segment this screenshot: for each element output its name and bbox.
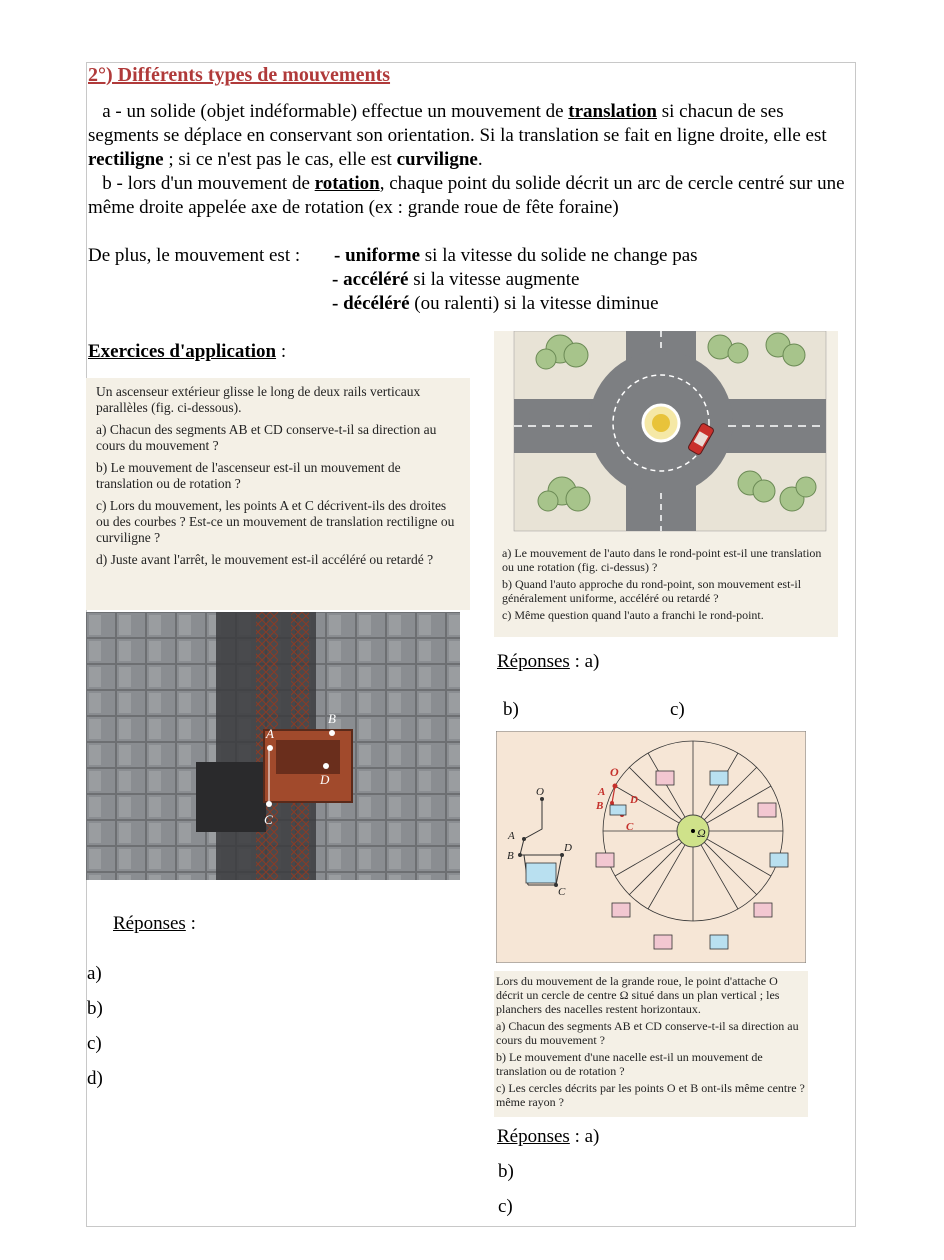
para-a-text-4: . — [477, 149, 483, 170]
elevator-answer-a: a) — [87, 963, 102, 984]
paragraph-rotation — [88, 172, 856, 220]
plus-text: si la vitesse augmente — [408, 269, 580, 290]
elevator-answer-c: c) — [87, 1033, 102, 1054]
roundabout-answers-heading — [497, 650, 599, 674]
exercises-heading-text: Exercices d'application — [88, 341, 277, 362]
keyword-decelere: décéléré — [343, 293, 410, 314]
answers-label: Réponses — [113, 913, 186, 934]
para-b-text-2: , chaque point du solide décrit un arc de cercle centré sur une même droite appelée axe de rotation (ex : grande roue de fête foraine) — [88, 173, 845, 218]
roundabout-question-a: a) Le mouvement de l'auto dans le rond-point est-il une translation ou une rotation (fig. ci-dessus) ? — [502, 546, 822, 574]
roundabout-question-b: b) Quand l'auto approche du rond-point, son mouvement est-il généralement uniforme, accéléré ou retardé ? — [502, 577, 802, 605]
plus-item-accelere — [332, 268, 579, 292]
wheel-label-o: O — [610, 765, 619, 779]
plus-text: (ou ralenti) si la vitesse diminue — [409, 293, 659, 314]
detail-label-c: C — [558, 886, 566, 898]
elevator-question-c: c) Lors du mouvement, les points A et C décrivent-ils des droites ou des courbes ? Est-ce un mouvement de translation rectiligne ou curviligne ? — [96, 498, 455, 545]
para-b-lead: b - — [102, 173, 123, 194]
keyword-curviligne: curviligne — [396, 149, 478, 170]
dash: - — [334, 245, 346, 266]
keyword-rectiligne: rectiligne — [88, 149, 164, 170]
roundabout-figure — [494, 331, 838, 541]
plus-intro: De plus, le mouvement est : — [88, 245, 301, 266]
ferris-wheel-figure — [496, 731, 806, 963]
plus-text: si la vitesse du solide ne change pas — [420, 245, 698, 266]
photo-label-a: A — [266, 726, 274, 741]
wheel-label-c: C — [626, 821, 634, 833]
paragraph-translation — [88, 100, 856, 172]
wheel-label-d: D — [630, 794, 638, 806]
detail-label-b: B — [507, 850, 514, 862]
elevator-photo — [86, 612, 460, 880]
roundabout-exercise-text — [494, 541, 838, 637]
photo-label-c: C — [264, 812, 273, 827]
para-a-lead: a - — [102, 101, 122, 122]
wheel-question-b: b) Le mouvement d'une nacelle est-il un mouvement de translation ou de rotation ? — [496, 1050, 763, 1078]
elevator-answer-b: b) — [87, 998, 103, 1019]
para-a-text-3: ; si ce n'est pas le cas, elle est — [163, 149, 397, 170]
dash: - — [332, 269, 344, 290]
photo-label-b: B — [328, 711, 336, 726]
keyword-accelere: accéléré — [343, 269, 409, 290]
keyword-rotation: rotation — [314, 173, 380, 194]
para-b-text-1: lors d'un mouvement de — [122, 173, 315, 194]
wheel-question-c: c) Les cercles décrits par les points O et B ont-ils même centre ? même rayon ? — [496, 1081, 805, 1109]
plus-item-decelere — [332, 292, 659, 316]
keyword-uniforme: uniforme — [345, 245, 421, 266]
wheel-answer-b: b) — [498, 1161, 514, 1182]
answers-colon: : — [185, 913, 196, 934]
answers-a: : a) — [569, 1126, 600, 1147]
wheel-label-b: B — [596, 800, 604, 812]
answers-label: Réponses — [497, 651, 570, 672]
photo-label-d: D — [320, 772, 330, 787]
elevator-intro: Un ascenseur extérieur glisse le long de deux rails verticaux parallèles (fig. ci-dessous). — [96, 384, 421, 415]
answers-a: : a) — [569, 651, 600, 672]
wheel-label-omega: Ω — [697, 826, 706, 840]
elevator-answer-d: d) — [87, 1068, 103, 1089]
wheel-question-a: a) Chacun des segments AB et CD conserve-t-il sa direction au cours du mouvement ? — [496, 1019, 799, 1047]
detail-label-a: A — [508, 830, 515, 842]
detail-label-d: D — [564, 842, 572, 854]
para-a-text-2: si chacun de ses segments se déplace en conservant son orientation. Si la translation se fait en ligne droite, elle est — [88, 101, 827, 146]
para-a-text-1: un solide (objet indéformable) effectue un mouvement de — [121, 101, 569, 122]
roundabout-answer-b: b) — [503, 699, 519, 720]
roundabout-question-c: c) Même question quand l'auto a franchi le rond-point. — [502, 608, 764, 622]
wheel-answer-c: c) — [498, 1196, 513, 1217]
detail-label-o: O — [536, 786, 544, 798]
wheel-label-a: A — [598, 786, 606, 798]
elevator-question-b: b) Le mouvement de l'ascenseur est-il un mouvement de translation ou de rotation ? — [96, 460, 401, 491]
exercises-heading-colon: : — [276, 341, 287, 362]
roundabout-answer-c: c) — [670, 699, 685, 720]
wheel-answers-heading — [497, 1125, 599, 1149]
plus-item-uniforme — [334, 244, 698, 268]
elevator-answers-heading — [113, 912, 196, 936]
wheel-exercise-text — [494, 971, 808, 1117]
exercises-heading — [88, 340, 286, 364]
wheel-intro: Lors du mouvement de la grande roue, le point d'attache O décrit un cercle de centre Ω situé dans un plan vertical ; les planchers des nacelles restent horizontaux. — [496, 974, 780, 1016]
elevator-exercise-text — [86, 378, 470, 610]
elevator-question-a: a) Chacun des segments AB et CD conserve-t-il sa direction au cours du mouvement ? — [96, 422, 437, 453]
section-title: 2°) Différents types de mouvements — [88, 64, 391, 86]
elevator-question-d: d) Juste avant l'arrêt, le mouvement est-il accéléré ou retardé ? — [96, 552, 434, 567]
answers-label: Réponses — [497, 1126, 570, 1147]
dash: - — [332, 293, 344, 314]
keyword-translation: translation — [568, 101, 657, 122]
